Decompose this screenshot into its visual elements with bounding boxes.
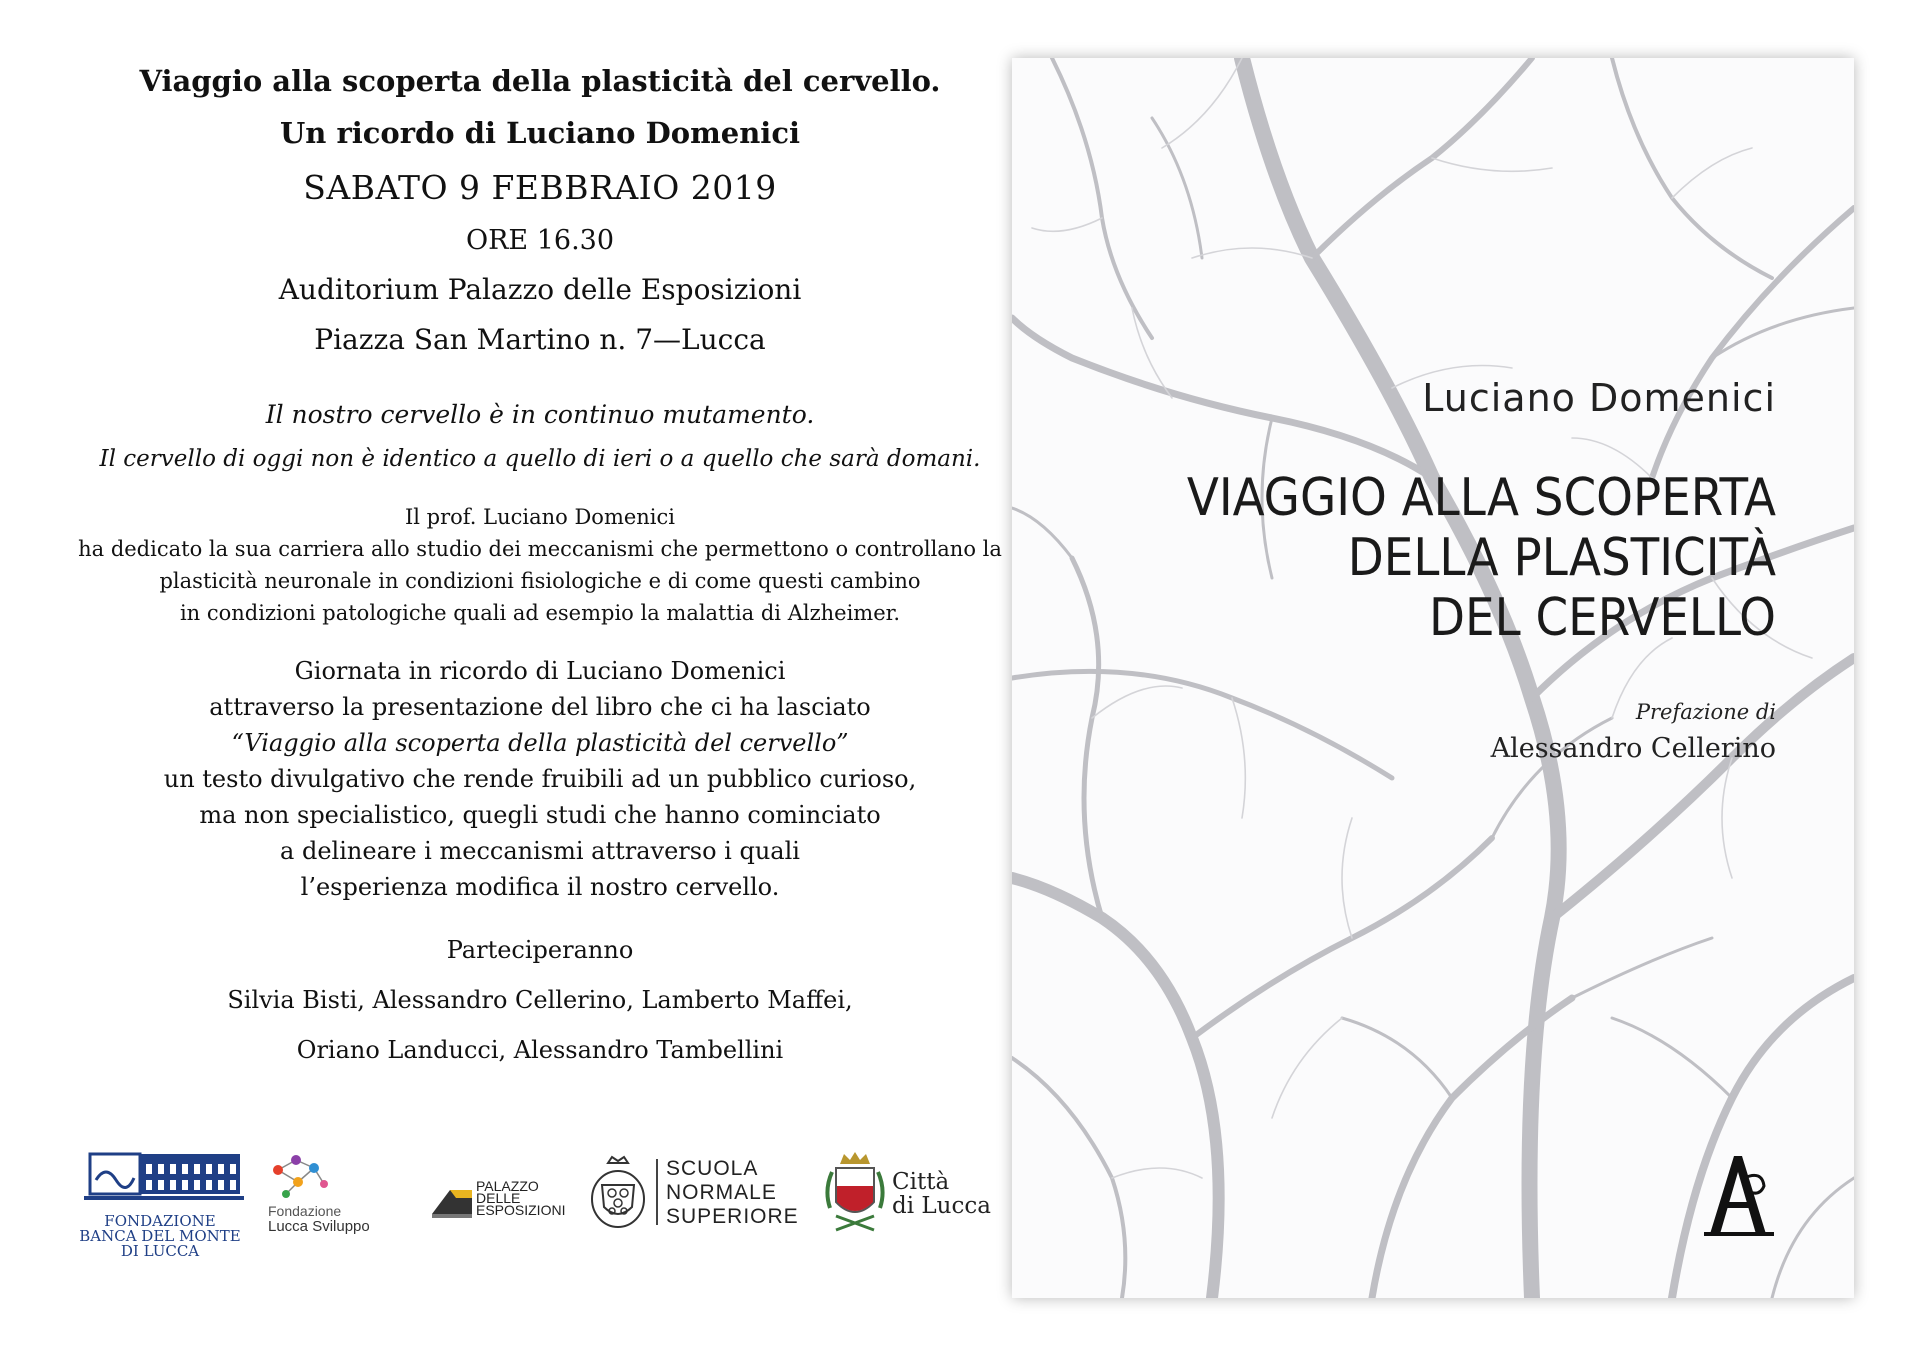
sponsor-logos xyxy=(70,1150,1020,1260)
participants-line: Silvia Bisti, Alessandro Cellerino, Lamberto Maffei, xyxy=(227,986,853,1014)
event-date: SABATO 9 FEBBRAIO 2019 xyxy=(303,168,777,207)
event-venue: Auditorium Palazzo delle Esposizioni xyxy=(278,273,802,306)
bio-line: ha dedicato la sua carriera allo studio dei meccanismi che permettono o controllano la xyxy=(78,537,1002,561)
event-time: ORE 16.30 xyxy=(465,225,615,256)
bio-line: in condizioni patologiche quali ad esempio la malattia di Alzheimer. xyxy=(179,601,901,625)
event-title: Viaggio alla scoperta della plasticità del cervello. xyxy=(139,64,941,98)
quote-line-2: Il cervello di oggi non è identico a quello di ieri o a quello che sarà domani. xyxy=(99,446,981,472)
quote-line-1: Il nostro cervello è in continuo mutamento. xyxy=(265,400,815,429)
desc-line: a delineare i meccanismi attraverso i quali xyxy=(280,837,800,865)
logo-text: DI LUCCA xyxy=(120,1242,200,1260)
desc-line: ma non specialistico, quegli studi che hanno cominciato xyxy=(199,801,881,829)
book-title-line: DELLA PLASTICITÀ xyxy=(1347,528,1776,588)
logo-text: DELLE xyxy=(476,1190,521,1206)
book-title-line: VIAGGIO ALLA SCOPERTA xyxy=(1186,468,1776,528)
publisher-A-logo-icon xyxy=(1704,1148,1774,1242)
logo-text: NORMALE xyxy=(666,1181,777,1204)
desc-book-title: “Viaggio alla scoperta della plasticità del cervello” xyxy=(231,729,849,757)
event-address: Piazza San Martino n. 7—Lucca xyxy=(314,323,766,356)
bio-line: plasticità neuronale in condizioni fisiologiche e di come questi cambino xyxy=(159,569,921,593)
desc-line: Giornata in ricordo di Luciano Domenici xyxy=(294,657,786,685)
logo-text: di Lucca xyxy=(892,1193,991,1219)
flyer-text xyxy=(60,55,1020,1075)
book-title-line: DEL CERVELLO xyxy=(1429,588,1776,648)
palazzo-icon xyxy=(430,1180,474,1220)
fondazione-bml-logo xyxy=(70,1150,250,1259)
bio-line: Il prof. Luciano Domenici xyxy=(404,505,676,529)
logo-text: Fondazione xyxy=(268,1203,342,1219)
crest-icon xyxy=(588,1155,648,1231)
book-author: Luciano Domenici xyxy=(1422,376,1776,420)
lucca-sviluppo-logo xyxy=(268,1150,408,1235)
tree-branches-background xyxy=(1012,58,1854,1298)
preface-label: Prefazione di xyxy=(1635,700,1776,724)
city-shield-icon xyxy=(822,1150,888,1240)
logo-text: Città xyxy=(892,1169,950,1195)
participants-line: Oriano Landucci, Alessandro Tambellini xyxy=(296,1036,784,1064)
book-title xyxy=(1187,468,1776,648)
desc-line: l’esperienza modifica il nostro cervello. xyxy=(300,873,780,901)
network-dots-icon xyxy=(268,1150,338,1200)
logo-text: SCUOLA xyxy=(666,1157,759,1180)
book-cover xyxy=(1012,58,1854,1298)
building-icon xyxy=(70,1150,250,1210)
logo-text: PALAZZO xyxy=(476,1178,539,1194)
logo-text: ESPOSIZIONI xyxy=(476,1202,566,1218)
logo-text: SUPERIORE xyxy=(666,1205,799,1228)
desc-line: attraverso la presentazione del libro che ci ha lasciato xyxy=(209,693,871,721)
desc-line: un testo divulgativo che rende fruibili ad un pubblico curioso, xyxy=(163,765,917,793)
preface-author: Alessandro Cellerino xyxy=(1490,733,1776,764)
event-subtitle: Un ricordo di Luciano Domenici xyxy=(279,116,801,150)
participants-heading: Parteciperanno xyxy=(446,936,634,964)
logo-text: Lucca Sviluppo xyxy=(268,1218,370,1235)
logo-text: FONDAZIONE xyxy=(104,1212,216,1230)
logo-text: BANCA DEL MONTE xyxy=(79,1227,241,1245)
